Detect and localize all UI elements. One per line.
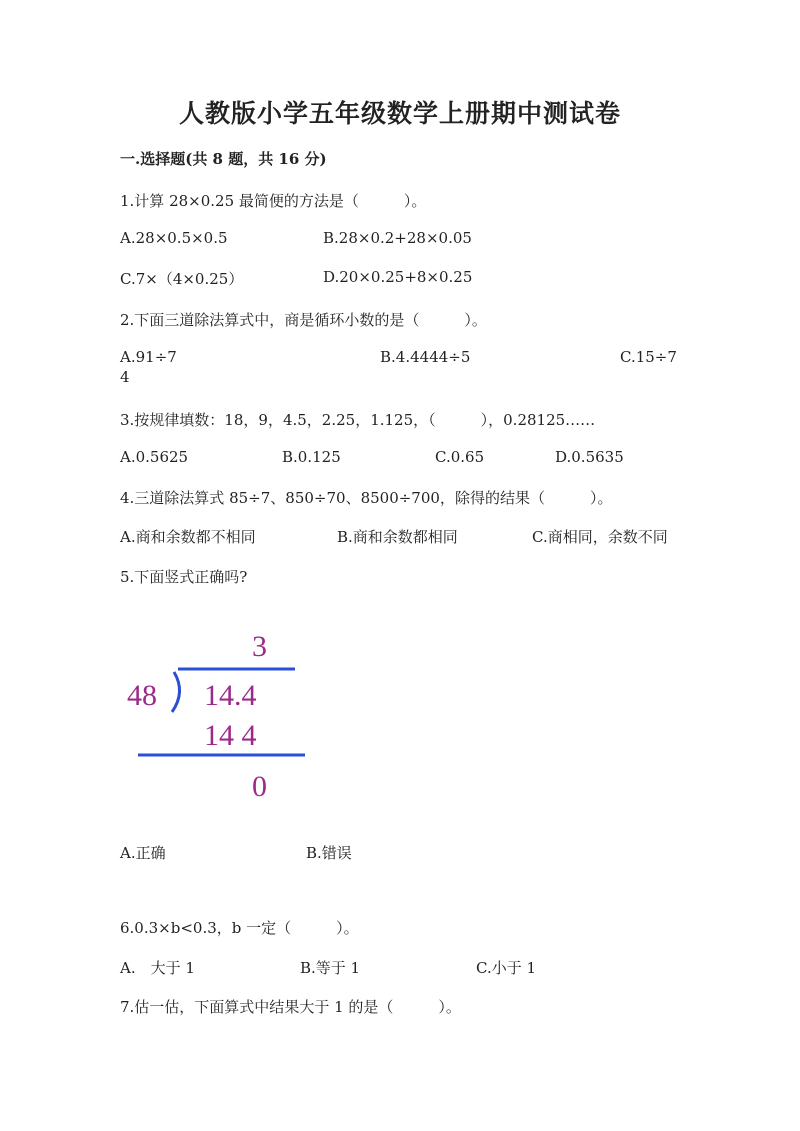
question-3-stem: 3.按规律填数：18，9，4.5，2.25，1.125，（ ），0.28125…… [120,411,596,429]
division-product: 14 4 [204,719,257,752]
question-3-option-a[interactable]: A.0.5625 [120,448,189,466]
question-6-option-c[interactable]: C.小于 1 [476,959,537,977]
division-remainder: 0 [252,770,267,803]
question-1-option-d[interactable]: D.20×0.25+8×0.25 [323,268,473,286]
question-5-option-b[interactable]: B.错误 [306,844,352,862]
question-3-option-c[interactable]: C.0.65 [435,448,485,466]
question-6-option-b[interactable]: B.等于 1 [300,959,361,977]
question-4-stem: 4.三道除法算式 85÷7、850÷70、8500÷700，除得的结果（ ）。 [120,489,613,507]
question-7-stem: 7.估一估，下面算式中结果大于 1 的是（ ）。 [120,998,461,1016]
question-6-option-a[interactable]: A. 大于 1 [120,959,195,977]
question-1-option-b[interactable]: B.28×0.2+28×0.05 [323,229,472,247]
question-2-stem: 2.下面三道除法算式中，商是循环小数的是（ ）。 [120,311,487,329]
question-5-option-a[interactable]: A.正确 [120,844,166,862]
question-3-option-d[interactable]: D.0.5635 [555,448,624,466]
page-title: 人教版小学五年级数学上册期中测试卷 [178,99,621,128]
question-2-option-c[interactable]: C.15÷7 [620,348,677,366]
question-1-option-a[interactable]: A.28×0.5×0.5 [120,229,228,247]
question-4-option-c[interactable]: C.商相同，余数不同 [532,528,668,546]
question-6-stem: 6.0.3×b<0.3，b 一定（ ）。 [120,919,359,937]
division-bracket [172,672,180,712]
question-2-option-a[interactable]: A.91÷7 [120,348,177,366]
division-quotient: 3 [252,630,267,663]
question-3-option-b[interactable]: B.0.125 [282,448,341,466]
question-5-stem: 5.下面竖式正确吗? [120,568,248,586]
question-2-option-c-wrap: 4 [120,368,130,386]
question-2-option-b[interactable]: B.4.4444÷5 [380,348,471,366]
section-heading: 一.选择题(共 8 题，共 16 分) [120,150,327,168]
division-divisor: 48 [127,679,157,712]
question-4-option-a[interactable]: A.商和余数都不相同 [120,528,256,546]
long-division-figure [120,620,320,810]
question-1-option-c[interactable]: C.7×（4×0.25） [120,270,244,288]
question-4-option-b[interactable]: B.商和余数都相同 [337,528,458,546]
question-1-stem: 1.计算 28×0.25 最简便的方法是（ ）。 [120,192,427,210]
division-dividend: 14.4 [204,679,257,712]
